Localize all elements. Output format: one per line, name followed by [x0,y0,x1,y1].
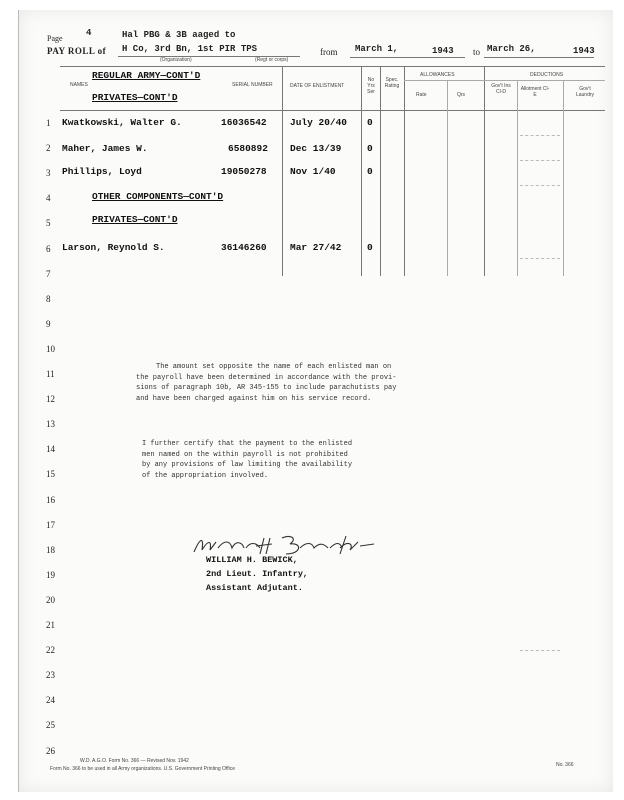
certification-parameter [136,362,406,404]
row-number: 26 [46,745,55,756]
col-rule [563,80,564,276]
from-date: March 1, [355,44,399,54]
col-allowances: ALLOWANCES [420,72,455,78]
col-rule [447,80,448,276]
col-allotment: Allotment Cl-E [520,86,550,98]
row-number: 10 [46,343,55,354]
row-date: Dec 13/39 [290,143,342,154]
cert1-line: the payroll have been determined in accordance with the provi- [136,373,397,382]
row-number: 20 [46,594,55,605]
row-date: Nov 1/40 [290,166,336,177]
row-yrs: 0 [367,143,373,154]
row-number: 18 [46,544,55,555]
col-names: NAMES [70,82,88,88]
row-number: 25 [46,720,55,731]
deductions-subrule [484,80,605,81]
col-rule [404,66,405,276]
row-date: July 20/40 [290,117,348,128]
col-serial: SERIAL NUMBER [232,82,273,88]
row-number: 23 [46,670,55,681]
row-yrs: 0 [367,242,373,253]
to-year: 1943 [573,46,595,56]
row-number: 24 [46,695,55,706]
footer-line1: W.D. A.G.O. Form No. 366 — Revised Nov. 1942 [80,758,189,764]
unit-line1: Hal PBG & 3B aaged to [122,30,236,40]
col-yrs-ser: No Yrs Ser [367,77,375,95]
blank-entry-line [520,258,560,259]
col-rule [484,66,485,276]
row-number: 13 [46,419,55,430]
row-name: Kwatkowski, Walter G. [62,117,182,128]
col-laundry: Gov't Laundry [575,86,595,98]
row-number: 12 [46,394,55,405]
to-underline [484,57,594,58]
to-label: to [473,47,481,57]
table-header-rule [60,110,605,111]
row-number: 6 [46,243,51,254]
row-serial: 16036542 [221,117,267,128]
col-rule [517,80,518,276]
row-name: Maher, James W. [62,143,148,154]
row-number: 9 [46,318,51,329]
footer-form-number: No. 366 [556,762,574,768]
cert1-line: and have been charged against him on his service record. [136,394,372,403]
col-spec-rating: Spec. Rating [384,77,400,89]
row-serial: 36146260 [221,242,267,253]
row-serial: 6580892 [228,143,268,154]
folded-corner [0,0,18,60]
certification-appropriation [142,439,382,481]
section-other-components: OTHER COMPONENTS—CONT'D [92,191,224,202]
from-year: 1943 [432,46,454,56]
from-underline [350,57,465,58]
to-date: March 26, [487,44,536,54]
from-label: from [320,47,338,57]
row-number: 2 [46,143,51,154]
cert2-line: by any provisions of law limiting the availability [142,461,353,469]
signer-rank: 2nd Lieut. Infantry, [206,569,309,579]
row-yrs: 0 [367,117,373,128]
section-privates-2: PRIVATES—CONT'D [92,214,178,225]
table-top-rule [60,66,605,67]
row-number: 15 [46,469,55,480]
row-yrs: 0 [367,166,373,177]
row-number: 11 [46,369,55,379]
page-number: 4 [86,28,92,38]
col-rate: Rate [416,92,427,98]
cert2-line: of the appropriation involved. [142,471,269,480]
row-number: 5 [46,218,51,229]
blank-entry-line [520,135,560,136]
row-number: 16 [46,494,55,505]
row-number: 8 [46,293,51,304]
col-rule [361,66,362,276]
signer-title: Assistant Adjutant. [206,583,303,593]
row-number: 1 [46,118,51,128]
row-number: 7 [46,268,51,279]
blank-entry-line [520,650,560,651]
col-govt-ins: Gov't Ins Cl-D [491,83,511,95]
row-number: 22 [46,645,55,656]
signer-name: WILLIAM H. BEWICK, [206,555,298,565]
blank-entry-line [520,185,560,186]
cert1-line: sions of paragraph 10b, AR 345-155 to include parachutists pay [136,384,397,392]
blank-entry-line [520,160,560,161]
row-number: 3 [46,168,51,179]
payroll-label: PAY ROLL of [47,46,107,56]
page-label: Page [47,34,63,43]
col-enlistment: DATE OF ENLISTMENT [290,83,345,89]
section-privates-1: PRIVATES—CONT'D [92,92,178,103]
organization-caption: (Organization) [160,57,192,63]
col-rule [380,66,381,276]
allowances-subrule [404,80,484,81]
row-number: 14 [46,444,55,455]
row-number: 17 [46,519,55,530]
cert1-line: The amount set opposite the name of each enlisted man on [156,363,392,371]
cert2-line: men named on the within payroll is not prohibited [142,450,348,459]
row-number: 4 [46,193,51,204]
col-rule [282,66,283,276]
unit-line2: H Co, 3rd Bn, 1st PIR TPS [122,44,258,54]
row-serial: 19050278 [221,166,267,177]
row-name: Phillips, Loyd [62,166,142,177]
col-deductions: DEDUCTIONS [530,72,564,78]
row-number: 19 [46,569,55,580]
col-qrs: Qrs [457,92,466,98]
footer-line2: Form No. 366 to be used in all Army organizations. U.S. Government Printing Office [50,766,235,772]
regt-caption: (Regt or corps) [255,57,289,63]
row-name: Larson, Reynold S. [62,242,165,253]
row-date: Mar 27/42 [290,242,342,253]
cert2-line: I further certify that the payment to the enlisted [142,440,353,448]
section-regular-army: REGULAR ARMY—CONT'D [92,70,201,81]
row-number: 21 [46,620,55,630]
